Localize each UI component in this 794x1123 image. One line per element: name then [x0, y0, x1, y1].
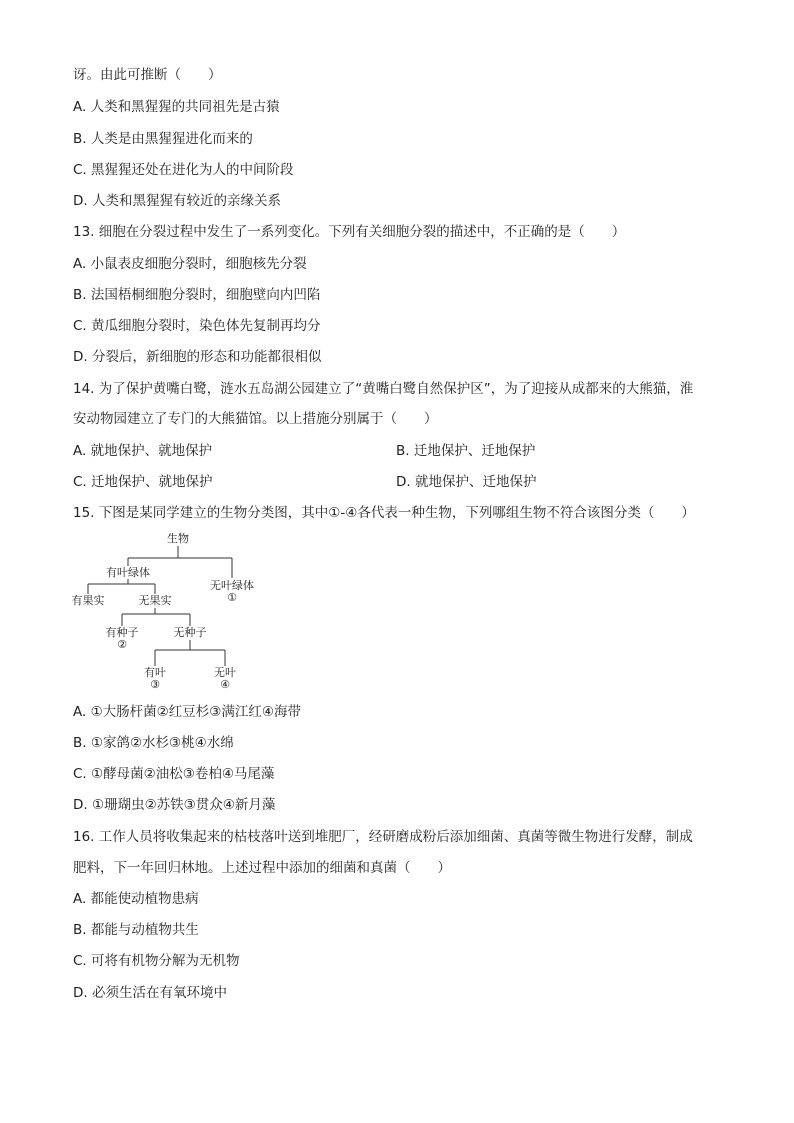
question-12-stem-end: 讶。由此可推断（ ）: [73, 67, 222, 83]
node-with-leaf-label: 有叶: [144, 666, 166, 679]
question-16-stem-line2: 肥料，下一年回归林地。上述过程中添加的细菌和真菌（ ）: [73, 860, 451, 876]
q14-option-a: A. 就地保护、就地保护: [73, 443, 213, 459]
classification-tree-lines: [60, 528, 300, 698]
question-14-stem-line2: 安动物园建立了专门的大熊猫馆。以上措施分别属于（ ）: [73, 411, 438, 427]
node-organism: 生物: [167, 532, 189, 545]
question-16-stem-line1: 16. 工作人员将收集起来的枯枝落叶送到堆肥厂，经研磨成粉后添加细菌、真菌等微生物进行发酵，制成: [73, 829, 693, 845]
node-with-seed: [106, 627, 139, 651]
question-14-stem-line1: 14. 为了保护黄嘴白鹭，涟水五岛湖公园建立了“黄嘴白鹭自然保护区”，为了迎接从成都来的大熊猫，淮: [73, 381, 694, 397]
classification-diagram: [60, 528, 300, 698]
q16-option-b: B. 都能与动植物共生: [73, 922, 199, 938]
marker-3: ③: [150, 678, 160, 691]
q12-option-b: B. 人类是由黑猩猩进化而来的: [73, 131, 253, 147]
q16-option-d: D. 必须生活在有氧环境中: [73, 985, 227, 1001]
node-without-seed: 无种子: [173, 626, 207, 639]
node-with-leaf: [144, 667, 166, 691]
q14-option-b: B. 迁地保护、迁地保护: [396, 443, 536, 459]
node-without-leaf-label: 无叶: [214, 666, 236, 679]
q12-option-a: A. 人类和黑猩猩的共同祖先是古猿: [73, 99, 280, 115]
q14-option-c: C. 迁地保护、就地保护: [73, 474, 213, 490]
q12-option-d: D. 人类和黑猩猩有较近的亲缘关系: [73, 193, 281, 209]
q12-option-c: C. 黑猩猩还处在进化为人的中间阶段: [73, 162, 294, 178]
question-15-stem: 15. 下图是某同学建立的生物分类图，其中①-④各代表一种生物，下列哪组生物不符合该图分类（ ）: [73, 505, 695, 521]
q13-option-a: A. 小鼠表皮细胞分裂时，细胞核先分裂: [73, 256, 307, 272]
q13-option-c: C. 黄瓜细胞分裂时，染色体先复制再均分: [73, 318, 321, 334]
node-without-chlorophyll-label: 无叶绿体: [210, 579, 254, 592]
node-with-seed-label: 有种子: [105, 626, 139, 639]
marker-1: ①: [227, 591, 237, 604]
node-with-chlorophyll: 有叶绿体: [106, 566, 150, 579]
question-13-stem: 13. 细胞在分裂过程中发生了一系列变化。下列有关细胞分裂的描述中，不正确的是（ ）: [73, 224, 626, 240]
node-without-chlorophyll: [210, 580, 254, 604]
q15-option-d: D. ①珊瑚虫②苏铁③贯众④新月藻: [73, 797, 276, 813]
q16-option-a: A. 都能使动植物患病: [73, 891, 199, 907]
marker-4: ④: [220, 678, 230, 691]
q15-option-b: B. ①家鸽②水杉③桃④水绵: [73, 735, 234, 751]
q15-option-a: A. ①大肠杆菌②红豆杉③满江红④海带: [73, 704, 301, 720]
q14-option-d: D. 就地保护、迁地保护: [396, 474, 537, 490]
node-without-fruit: 无果实: [138, 594, 172, 607]
q16-option-c: C. 可将有机物分解为无机物: [73, 953, 240, 969]
q13-option-b: B. 法国梧桐细胞分裂时，细胞壁向内凹陷: [73, 287, 321, 303]
node-with-fruit: 有果实: [71, 594, 105, 607]
q13-option-d: D. 分裂后，新细胞的形态和功能都很相似: [73, 349, 322, 365]
q15-option-c: C. ①酵母菌②油松③卷柏④马尾藻: [73, 766, 275, 782]
marker-2: ②: [117, 638, 127, 651]
node-without-leaf: [214, 667, 236, 691]
